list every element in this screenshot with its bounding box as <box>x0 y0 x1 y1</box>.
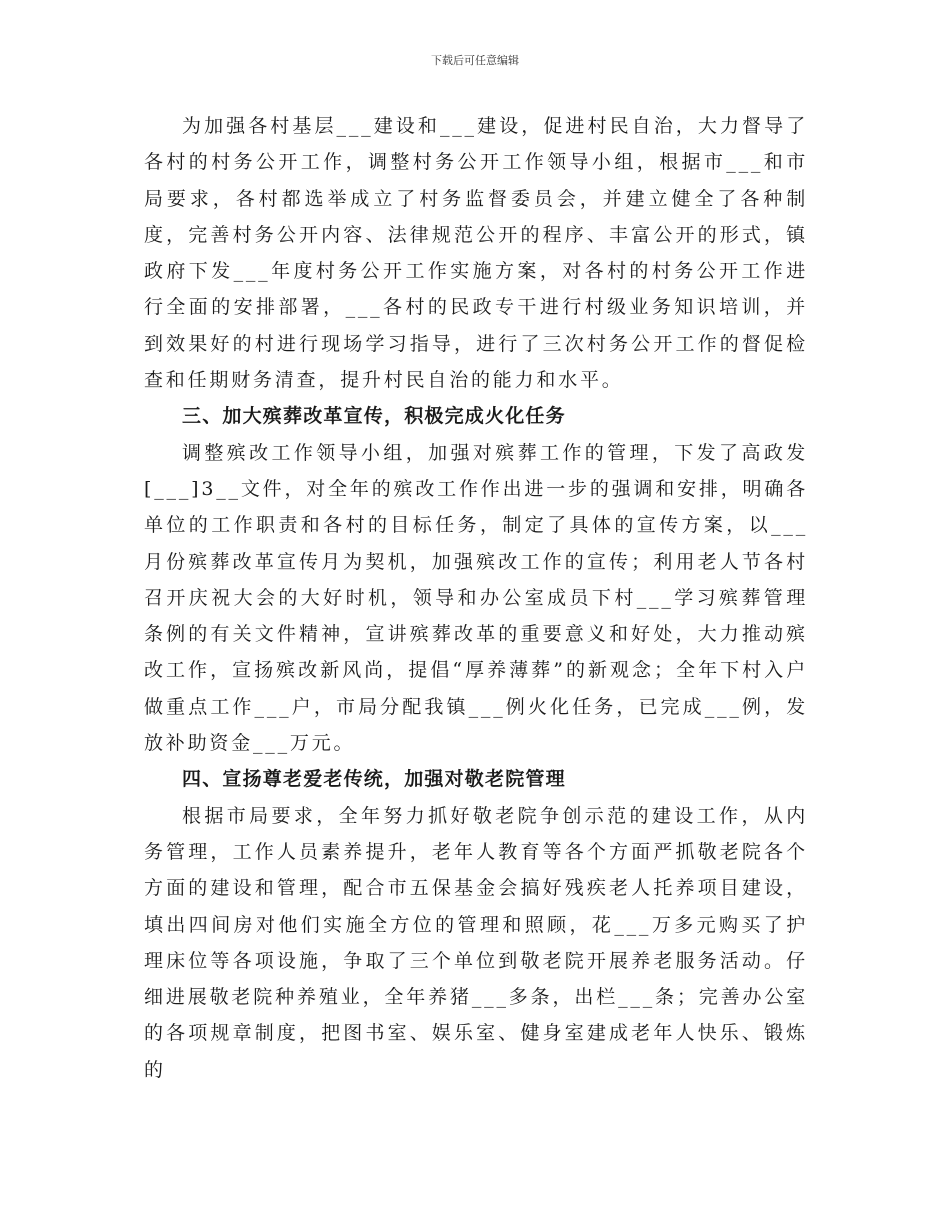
section-heading-elderly-care: 四、宣扬尊老爱老传统，加强对敬老院管理 <box>182 768 566 791</box>
page-header: 下载后可任意编辑 <box>431 54 519 67</box>
document-body <box>144 108 808 1088</box>
paragraph-elderly-care: 根据市局要求，全年努力抓好敬老院争创示范的建设工作，从内务管理，工作人员素养提升，老年人教育等各个方面严抓敬老院各个方面的建设和管理，配合市五保基金会搞好残疾老人托养项目建设，填出四间房对他们实施全方位的管理和照顾，花___万多元购买了护理床位等各项设施，争取了三个单位到敬老院开展养老服务活动。仔细进展敬老院种养殖业，全年养猪___多条，出栏___条；完善办公室的各项规章制度，把图书室、娱乐室、健身室建成老年人快乐、锻炼的 <box>144 804 808 1081</box>
paragraph-village-affairs: 为加强各村基层___建设和___建设，促进村民自治，大力督导了各村的村务公开工作，调整村务公开工作领导小组，根据市___和市局要求，各村都选举成立了村务监督委员会，并建立健全了各种制度，完善村务公开内容、法律规范公开的程序、丰富公开的形式，镇政府下发___年度村务公开工作实施方案，对各村的村务公开工作进行全面的安排部署，___各村的民政专干进行村级业务知识培训，并到效果好的村进行现场学习指导，进行了三次村务公开工作的督促检查和任期财务清查，提升村民自治的能力和水平。 <box>144 115 808 392</box>
section-heading-funeral-reform: 三、加大殡葬改革宣传，积极完成火化任务 <box>182 405 566 428</box>
paragraph-funeral-reform: 调整殡改工作领导小组，加强对殡葬工作的管理，下发了高政发[___]3__文件，对全年的殡改工作作出进一步的强调和安排，明确各单位的工作职责和各村的目标任务，制定了具体的宣传方案，以___月份殡葬改革宣传月为契机，加强殡改工作的宣传；利用老人节各村召开庆祝大会的大好时机，领导和办公室成员下村___学习殡葬管理条例的有关文件精神，宣讲殡葬改革的重要意义和好处，大力推动殡改工作，宣扬殡改新风尚，提倡“厚养薄葬”的新观念；全年下村入户做重点工作___户，市局分配我镇___例火化任务，已完成___例，发放补助资金___万元。 <box>144 441 808 755</box>
